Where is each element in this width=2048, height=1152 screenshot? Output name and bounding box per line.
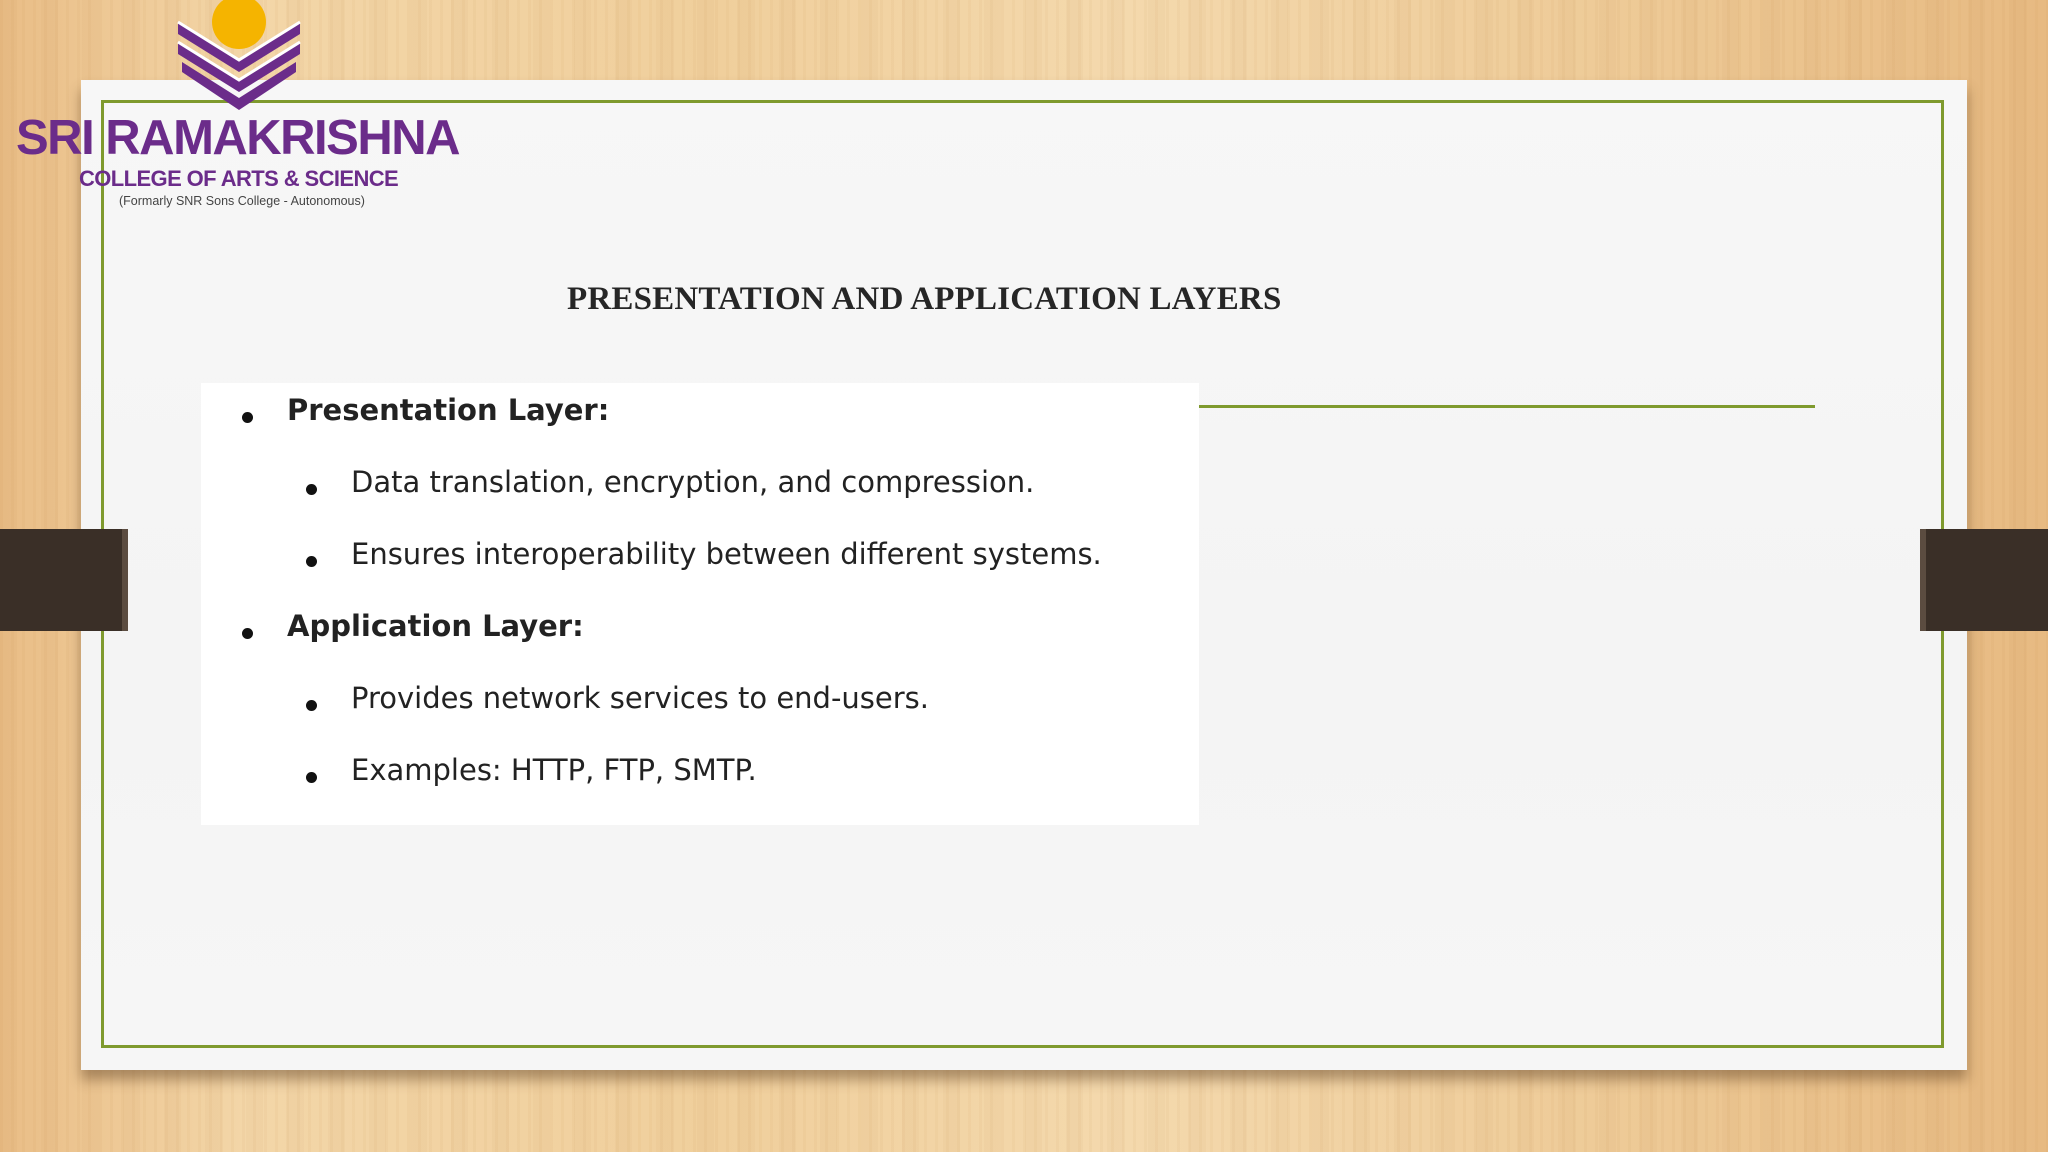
bullet-label: Application Layer: xyxy=(287,609,584,643)
bullet-dot-icon xyxy=(306,772,317,783)
college-logo xyxy=(14,0,459,215)
book-sun-logo-icon xyxy=(164,0,314,115)
sub-bullet-item xyxy=(351,753,757,787)
bullet-dot-icon xyxy=(242,412,253,423)
bullet-dot-icon xyxy=(306,556,317,567)
sub-bullet-text: Examples: HTTP, FTP, SMTP. xyxy=(351,753,757,787)
bullet-application-layer xyxy=(287,609,584,643)
title-divider-line xyxy=(1199,405,1815,408)
logo-formerly-note: (Formarly SNR Sons College - Autonomous) xyxy=(119,194,365,208)
logo-college-name: SRI RAMAKRISHNA xyxy=(16,111,459,165)
sub-bullet-item xyxy=(351,465,1034,499)
bullet-dot-icon xyxy=(242,628,253,639)
bullet-dot-icon xyxy=(306,484,317,495)
slide-title: PRESENTATION AND APPLICATION LAYERS xyxy=(567,281,1282,317)
sub-bullet-text: Provides network services to end-users. xyxy=(351,681,930,715)
bullet-presentation-layer xyxy=(287,393,609,427)
sub-bullet-item xyxy=(351,681,929,715)
bullet-dot-icon xyxy=(306,700,317,711)
right-binder-tab xyxy=(1920,529,2048,631)
sub-bullet-text: Data translation, encryption, and compression. xyxy=(351,465,1035,499)
sub-bullet-item xyxy=(351,537,1102,571)
bullet-label: Presentation Layer: xyxy=(287,393,610,427)
bullet-content-box xyxy=(201,383,1199,825)
left-binder-tab xyxy=(0,529,128,631)
logo-college-subtitle: COLLEGE OF ARTS & SCIENCE xyxy=(79,166,399,191)
sub-bullet-text: Ensures interoperability between different systems. xyxy=(351,537,1102,571)
